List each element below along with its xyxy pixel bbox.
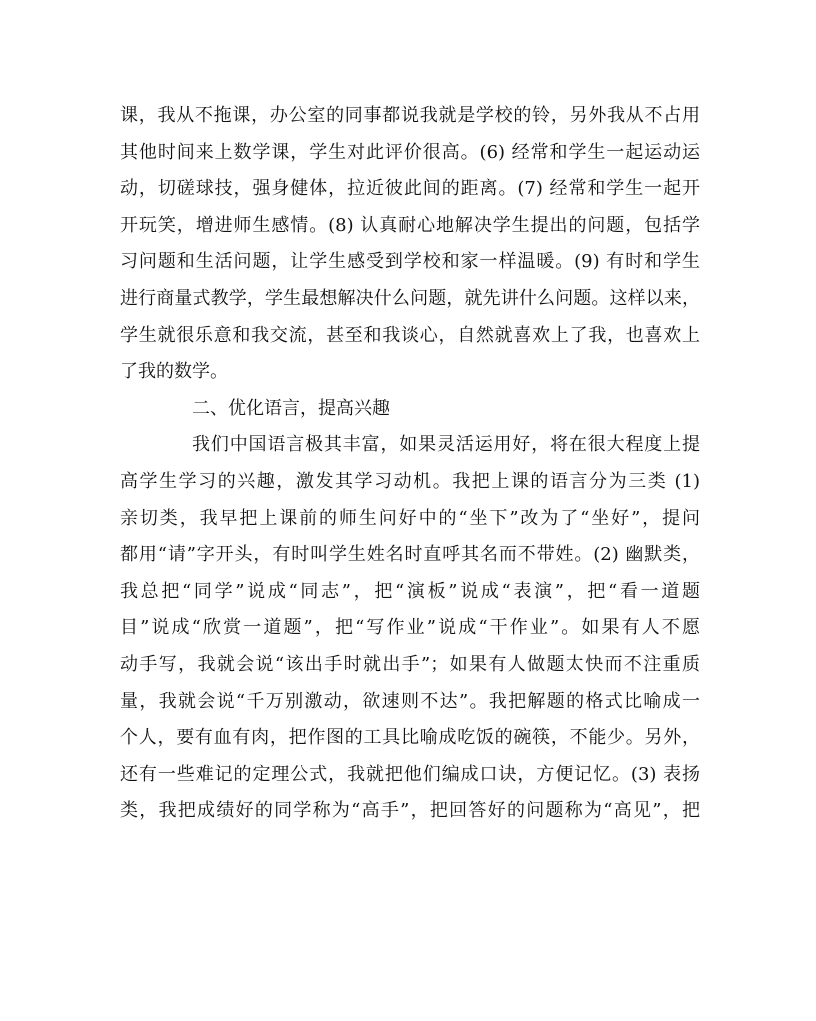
text-line: 了我的数学。 [120,361,228,383]
text-line: 还有一些难记的定理公式，我就把他们编成口诀，方便记忆。(3) 表扬 [120,763,700,785]
document-body [120,98,700,830]
text-line: 其他时间来上数学课，学生对此评价很高。(6) 经常和学生一起运动运 [120,141,700,163]
text-line: 课，我从不拖课，办公室的同事都说我就是学校的铃，另外我从不占用 [120,105,700,126]
text-line: 高学生学习的兴趣，激发其学习动机。我把上课的语言分为三类 (1) [120,470,700,492]
text-line: 类，我把成绩好的同学称为“高手”，把回答好的问题称为“高见”，把 [120,800,700,822]
text-line: 进行商量式教学，学生最想解决什么问题，就先讲什么问题。这样以来， [120,287,700,309]
text-line: 动，切磋球技，强身健体，拉近彼此间的距离。(7) 经常和学生一起开 [120,178,700,200]
text-line: 我总把“同学”说成“同志”，把“演板”说成“表演”，把“看一道题 [120,580,700,602]
text-line: 个人，要有血有肉，把作图的工具比喻成吃饭的碗筷，不能少。另外， [120,727,700,749]
text-line: 动手写，我就会说“该出手时就出手”；如果有人做题太快而不注重质 [120,653,700,675]
text-line: 亲切类，我早把上课前的师生问好中的“坐下”改为了“坐好”，提问 [120,507,700,529]
section-heading: 二、优化语言，提高兴趣 [192,397,390,419]
text-line: 习问题和生活问题，让学生感受到学校和家一样温暖。(9) 有时和学生 [120,251,700,273]
text-line: 目”说成“欣赏一道题”，把“写作业”说成“干作业”。如果有人不愿 [120,617,700,639]
text-line: 学生就很乐意和我交流，甚至和我谈心，自然就喜欢上了我，也喜欢上 [120,324,700,346]
text-line: 量，我就会说“千万别激动，欲速则不达”。我把解题的格式比喻成一 [120,690,700,712]
paragraph-2 [120,427,700,830]
text-line: 开玩笑，增进师生感情。(8) 认真耐心地解决学生提出的问题，包括学 [120,214,700,236]
text-line: 都用“请”字开头，有时叫学生姓名时直呼其名而不带姓。(2) 幽默类， [120,544,700,566]
paragraph-1 [120,98,700,391]
text-line: 我们中国语言极其丰富，如果灵活运用好，将在很大程度上提 [192,434,700,456]
